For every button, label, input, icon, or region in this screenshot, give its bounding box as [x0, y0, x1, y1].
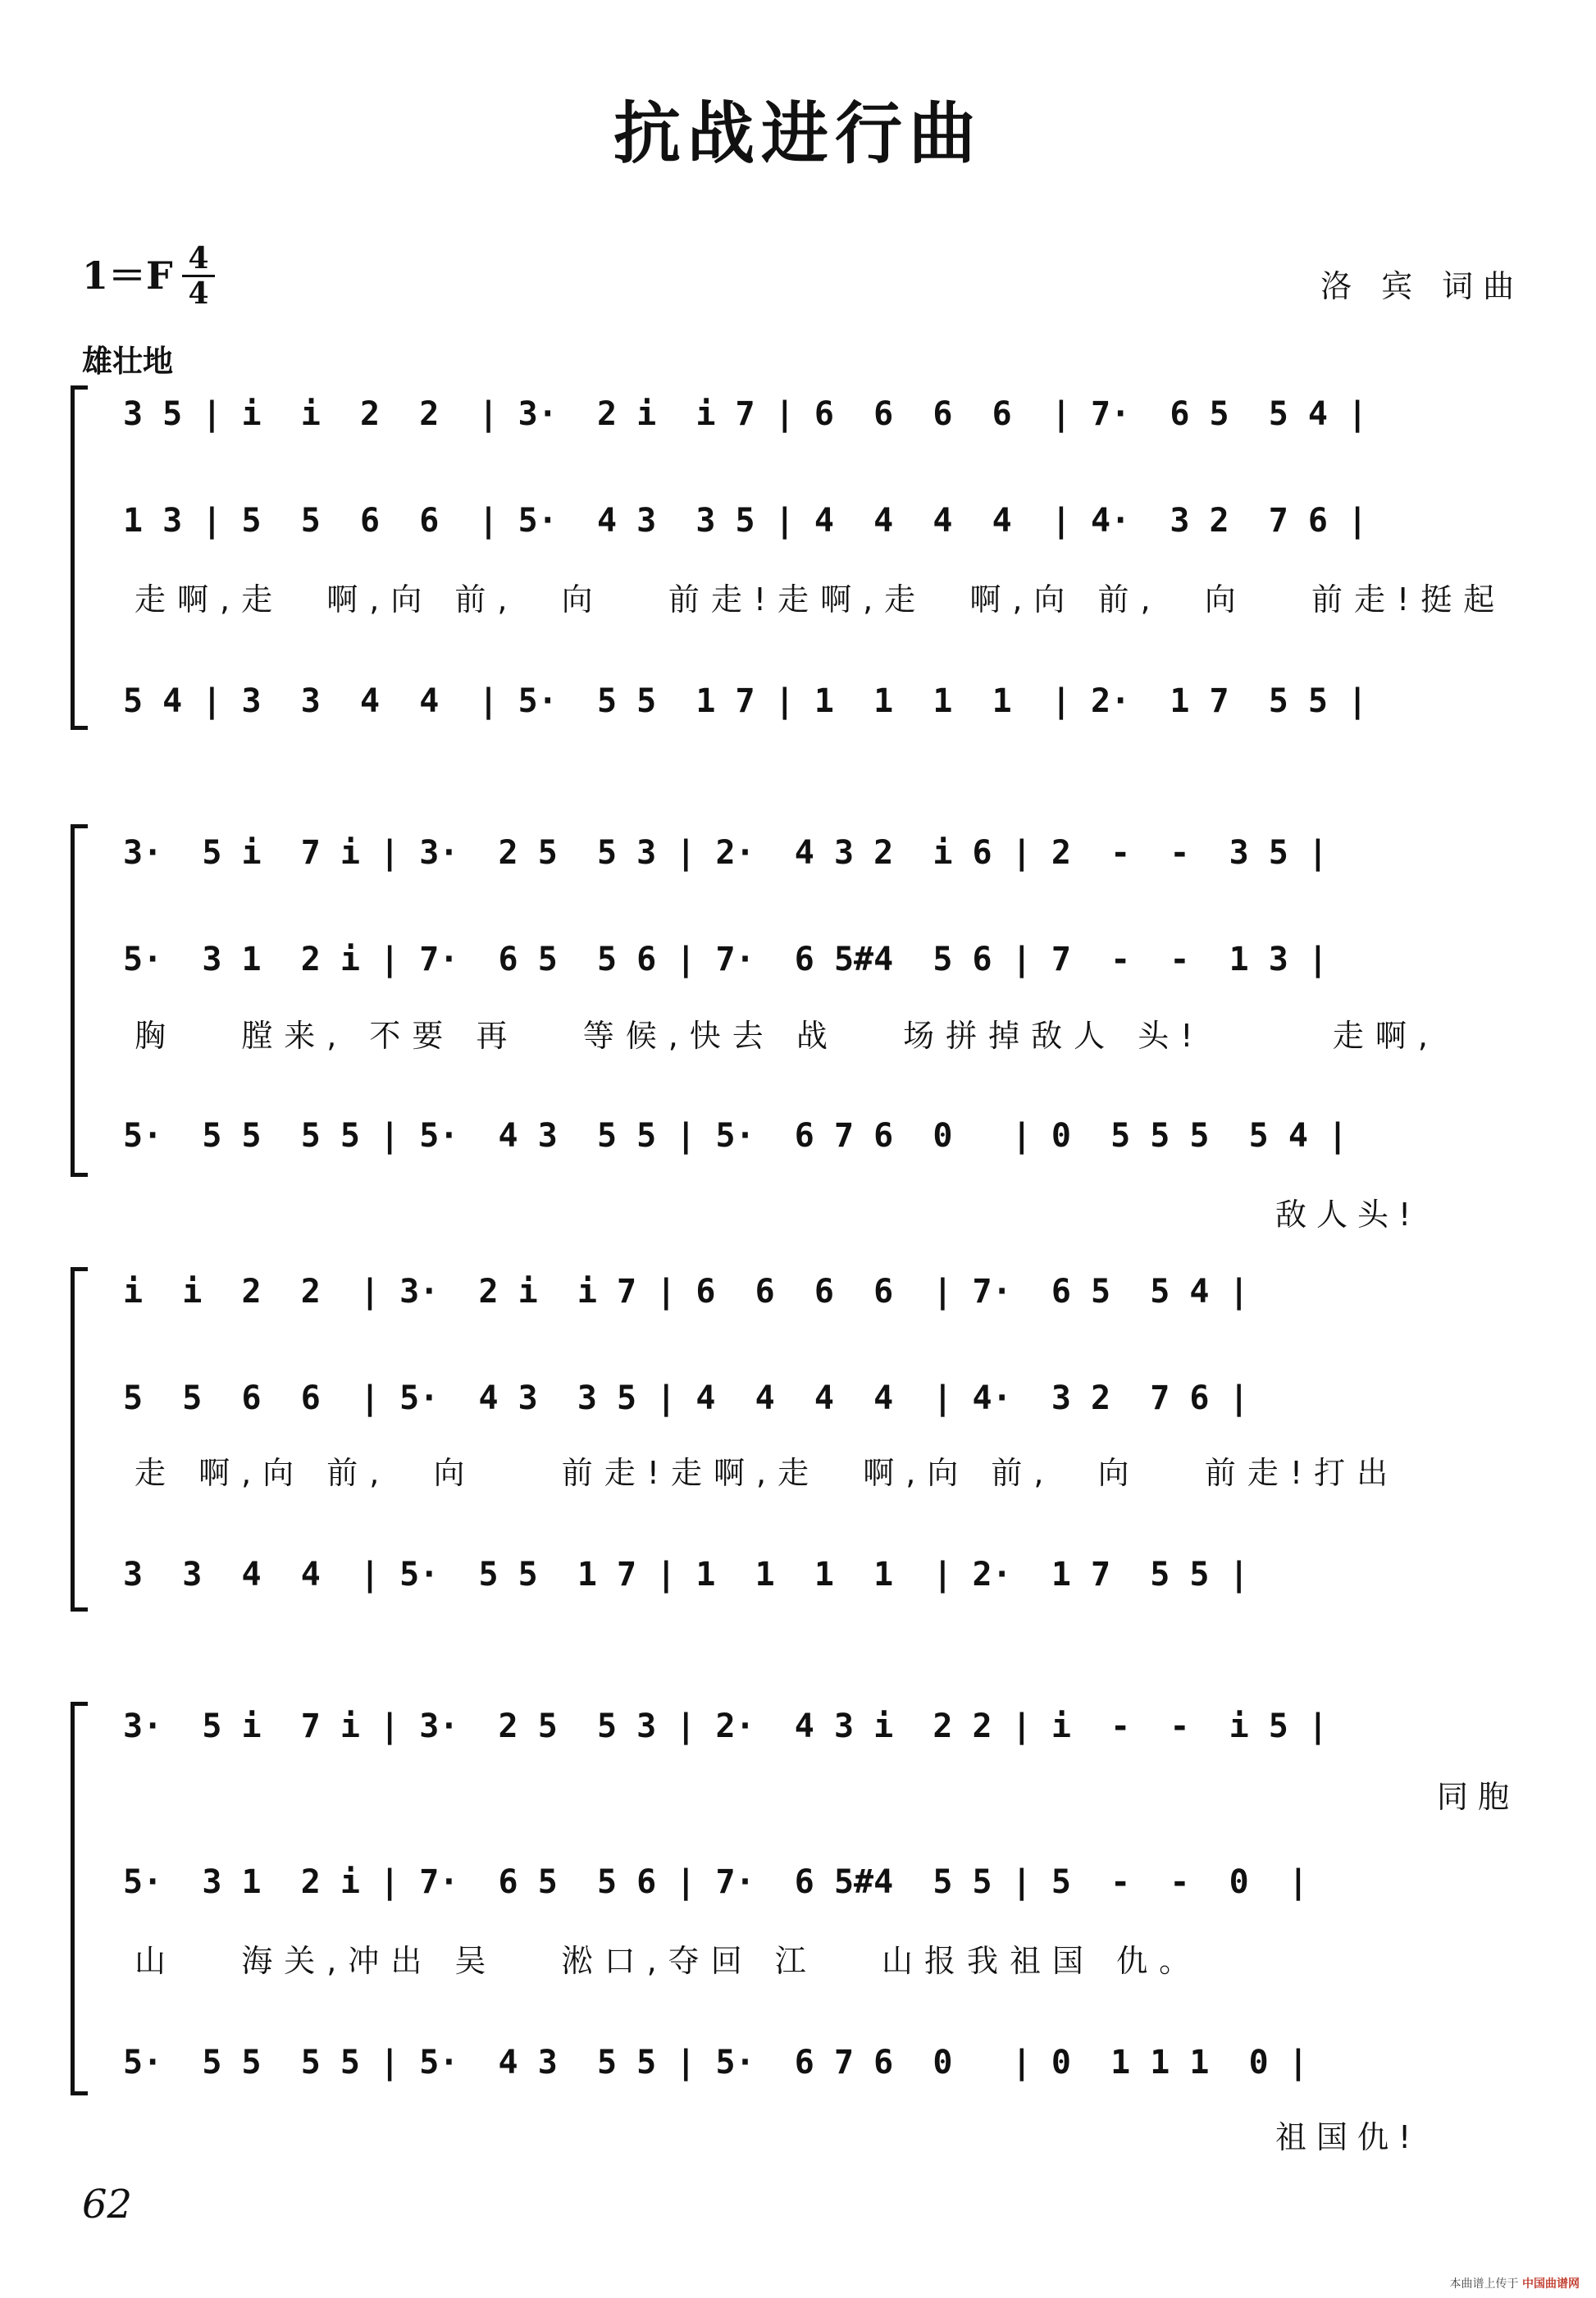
score-part-bass: 5· 5 5 5 5 | 5· 4 3 5 5 | 5· 6 7 6 0 | 0 5 5 5 5 4 |	[123, 1117, 1348, 1155]
song-title: 抗战进行曲	[613, 94, 983, 173]
score-part-alto: 1 3 | 5 5 6 6 | 5· 4 3 3 5 | 4 4 4 4 | 4· 3 2 7 6 |	[123, 502, 1368, 540]
bass-lyrics-tag: 敌人头!	[1275, 1197, 1421, 1233]
key-signature: 1＝F	[82, 253, 173, 298]
watermark-site: 中国曲谱网	[1522, 2277, 1580, 2291]
soprano-lyrics-tag: 同胞	[1437, 1779, 1520, 1815]
lyricist-composer-credit: 洛 宾 词曲	[1320, 268, 1525, 304]
lyrics-line: 走啊,走 啊,向 前, 向 前走!走啊,走 啊,向 前, 向 前走!挺起	[135, 581, 1507, 618]
system-bracket	[71, 1702, 88, 2095]
score-part-soprano: i i 2 2 | 3· 2 i i 7 | 6 6 6 6 | 7· 6 5 5 4 |	[123, 1273, 1249, 1311]
score-part-bass: 3 3 4 4 | 5· 5 5 1 7 | 1 1 1 1 | 2· 1 7 5 5 |	[123, 1556, 1249, 1594]
score-part-bass: 5· 5 5 5 5 | 5· 4 3 5 5 | 5· 6 7 6 0 | 0 1 1 1 0 |	[123, 2044, 1308, 2081]
watermark-prefix: 本曲谱上传于	[1449, 2277, 1519, 2291]
score-part-soprano: 3 5 | i i 2 2 | 3· 2 i i 7 | 6 6 6 6 | 7· 6 5 5 4 |	[123, 395, 1368, 433]
bass-lyrics-tag: 祖国仇!	[1275, 2119, 1421, 2155]
system-bracket	[71, 1267, 88, 1612]
system-bracket	[71, 824, 88, 1177]
score-part-bass: 5 4 | 3 3 4 4 | 5· 5 5 1 7 | 1 1 1 1 | 2· 1 7 5 5 |	[123, 682, 1368, 720]
lyrics-line: 走 啊,向 前, 向 前走!走啊,走 啊,向 前, 向 前走!打出	[135, 1455, 1400, 1491]
system-bracket	[71, 385, 88, 730]
lyrics-line: 山 海关,冲出 吴 淞口,夺回 江 山报我祖国 仇。	[135, 1943, 1202, 1979]
page-number: 62	[82, 2182, 133, 2227]
score-part-alto: 5· 3 1 2 i | 7· 6 5 5 6 | 7· 6 5#4 5 5 | 5 - - 0 |	[123, 1863, 1308, 1901]
time-signature-top: 4	[188, 241, 209, 276]
lyrics-line: 胸 膛来, 不要 再 等候,快去 战 场拼掉敌人 头! 走啊,	[135, 1018, 1439, 1054]
time-signature	[182, 243, 215, 309]
score-part-soprano: 3· 5 i 7 i | 3· 2 5 5 3 | 2· 4 3 i 2 2 | i - - i 5 |	[123, 1708, 1329, 1745]
score-part-soprano: 3· 5 i 7 i | 3· 2 5 5 3 | 2· 4 3 2 i 6 | 2 - - 3 5 |	[123, 834, 1329, 872]
score-part-alto: 5 5 6 6 | 5· 4 3 3 5 | 4 4 4 4 | 4· 3 2 7 6 |	[123, 1379, 1249, 1417]
time-signature-bottom: 4	[188, 276, 209, 311]
watermark	[1450, 2275, 1580, 2291]
tempo-marking: 雄壮地	[82, 344, 173, 379]
score-part-alto: 5· 3 1 2 i | 7· 6 5 5 6 | 7· 6 5#4 5 6 | 7 - - 1 3 |	[123, 941, 1329, 978]
